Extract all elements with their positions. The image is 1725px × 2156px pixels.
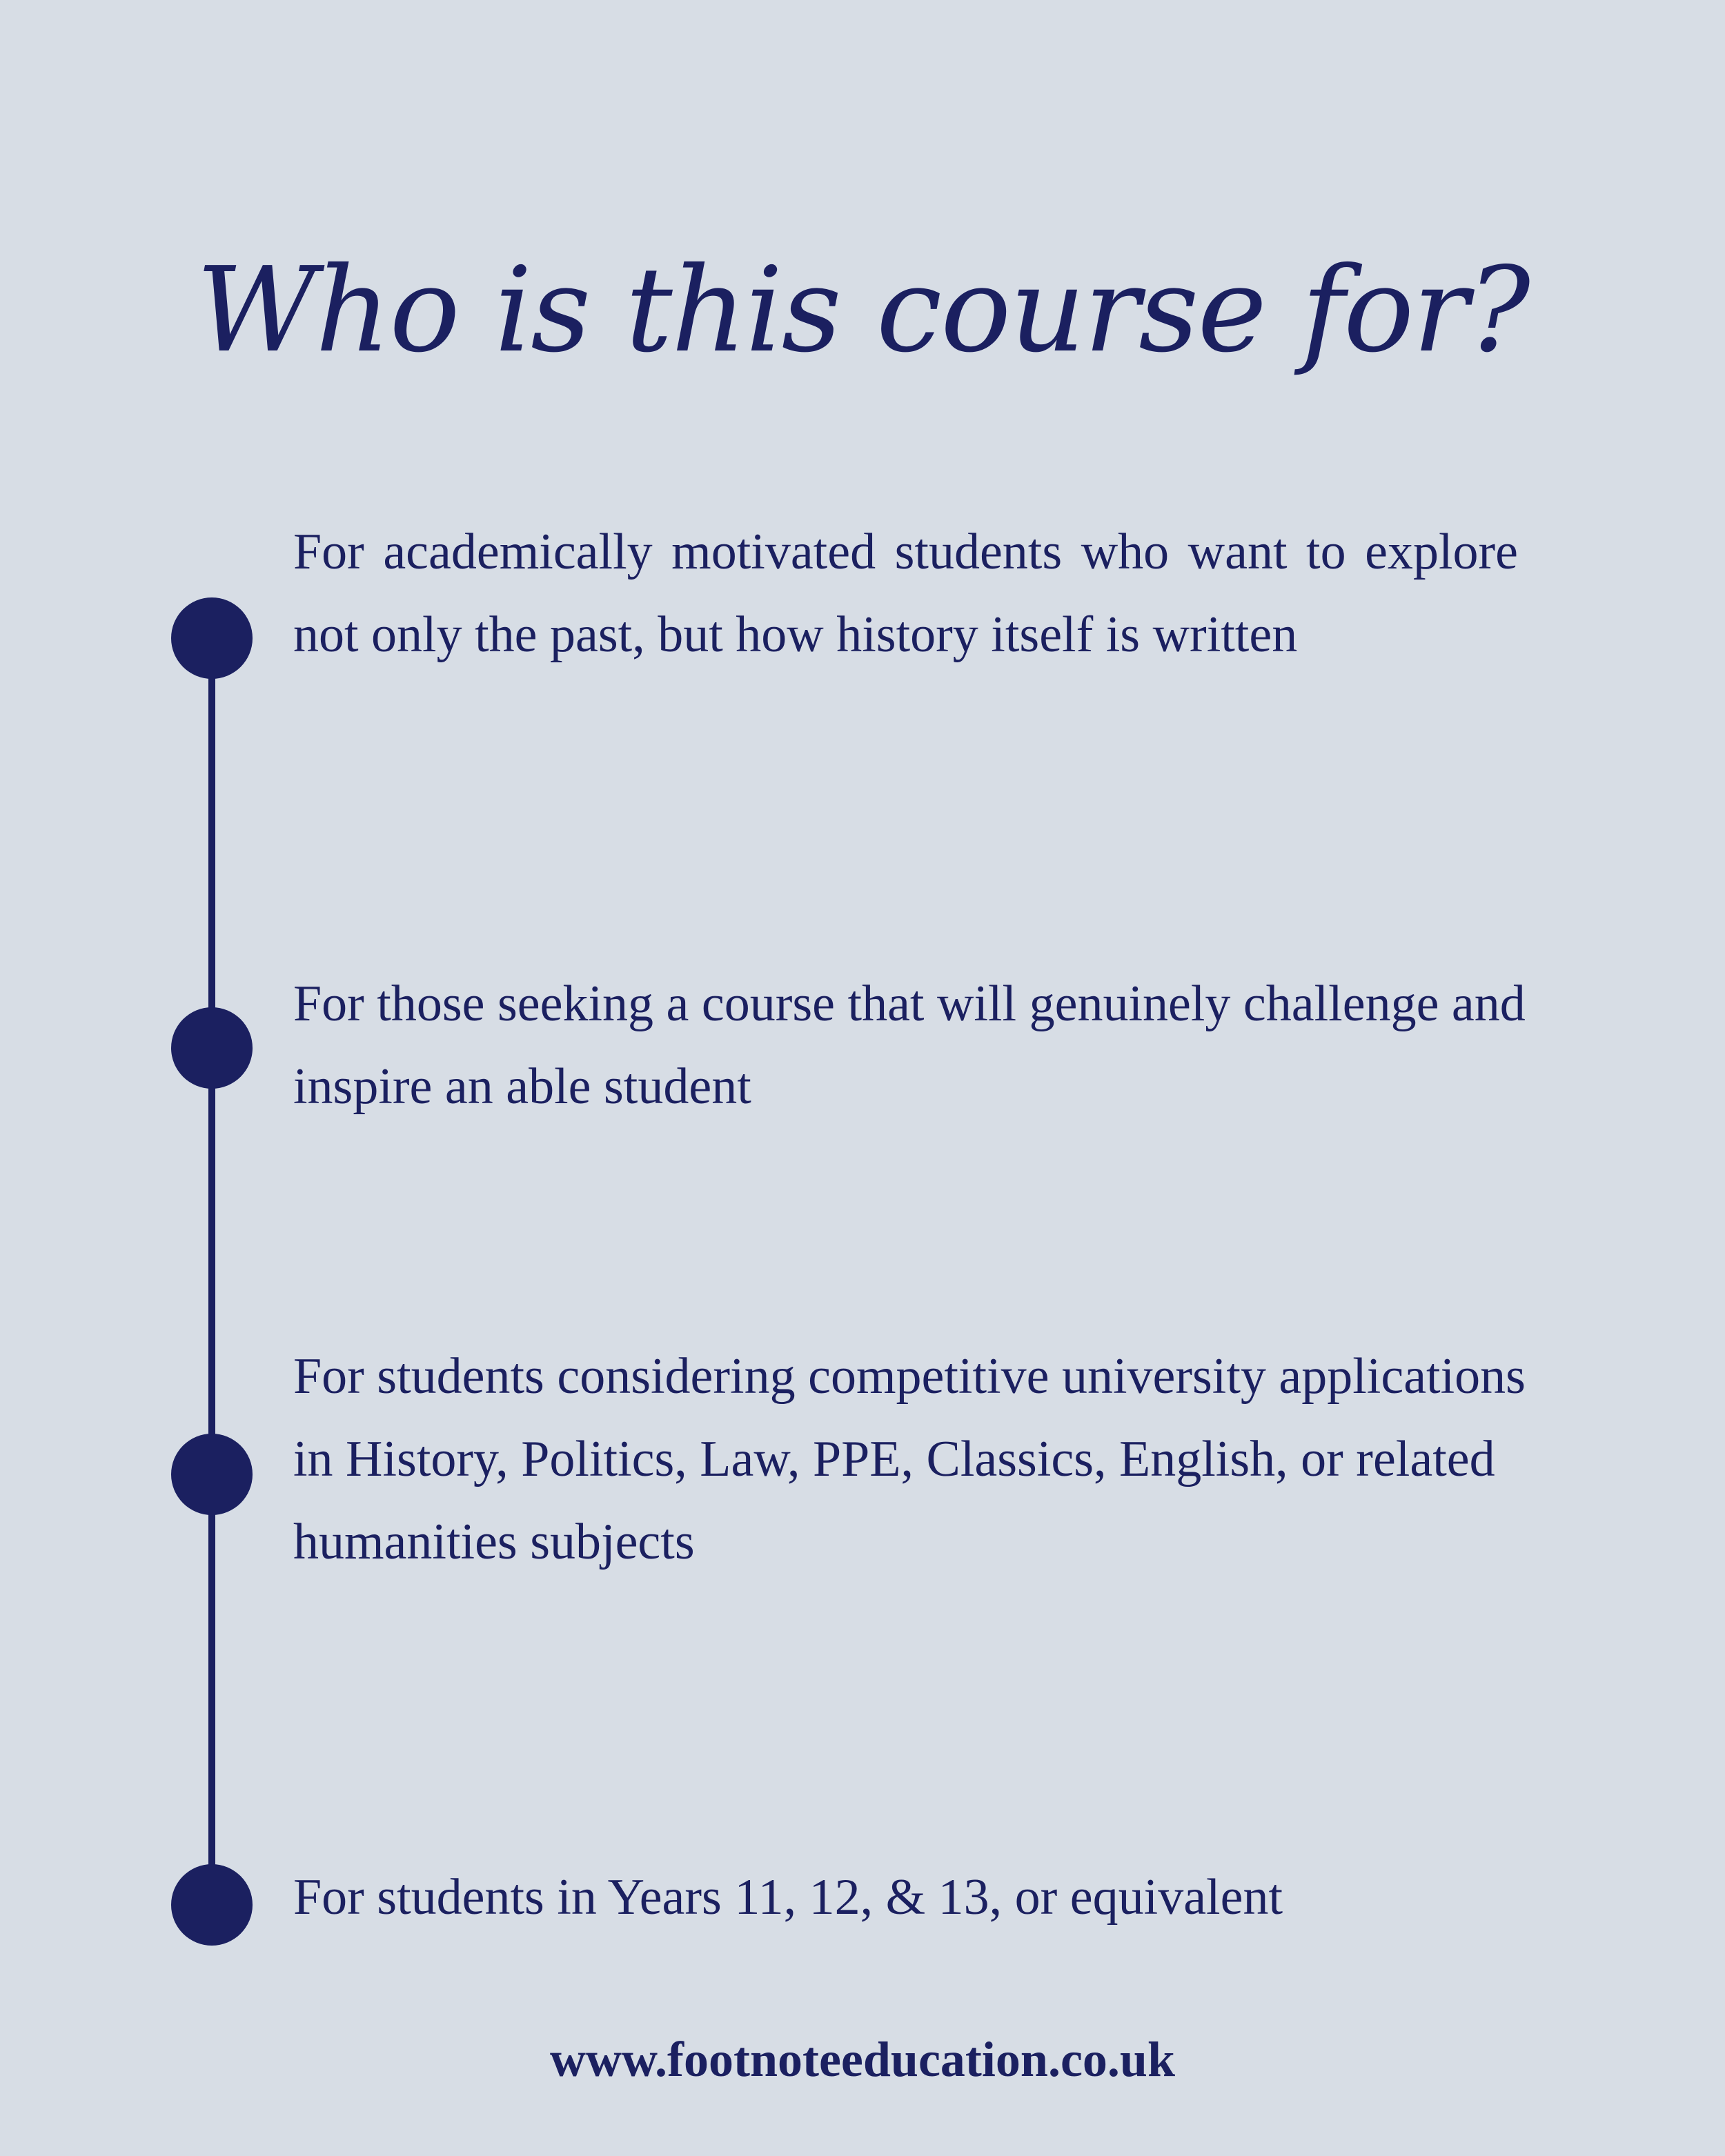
- audience-item: For academically motivated students who want to explore not only the past, but how history itself is written: [293, 524, 1518, 663]
- timeline-dot: [171, 1864, 253, 1946]
- website-url: www.footnoteeducation.co.uk: [549, 2032, 1175, 2087]
- timeline-dot: [171, 1434, 253, 1515]
- timeline-line: [208, 636, 215, 1906]
- audience-item: For students in Years 11, 12, & 13, or equivalent: [293, 1869, 1283, 1926]
- audience-item: For students considering competitive university applications in History, Politics, Law, PPE, Classics, English, or related humanities subjects: [293, 1348, 1526, 1570]
- audience-item: For those seeking a course that will genuinely challenge and inspire an able student: [293, 976, 1526, 1115]
- timeline-dot: [171, 1007, 253, 1089]
- timeline-dot: [171, 597, 253, 679]
- page-title: Who is this course for?: [196, 242, 1529, 379]
